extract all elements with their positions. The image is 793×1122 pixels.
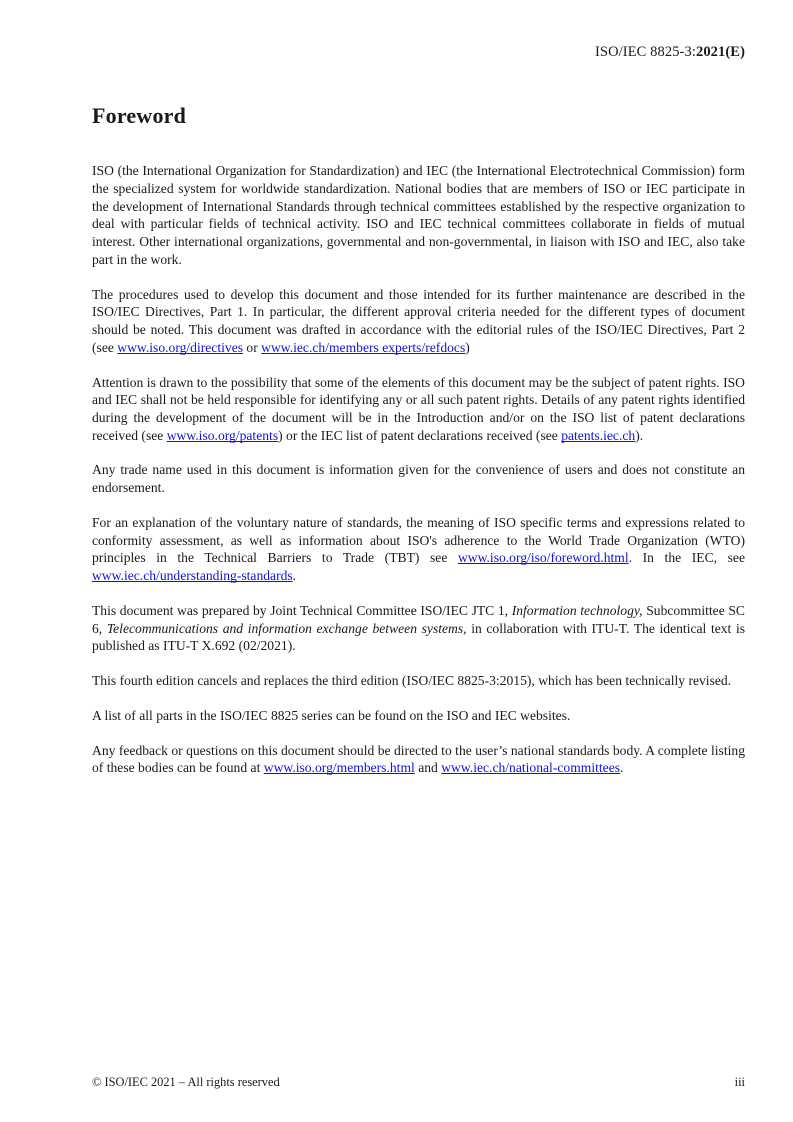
running-head: [595, 44, 745, 61]
copyright-notice: © ISO/IEC 2021 – All rights reserved: [92, 1075, 280, 1089]
paragraph-text: . In the IEC, see: [628, 550, 745, 566]
paragraph-trade-name: Any trade name used in this document is information given for the convenience of users and does not constitute an endorsement.: [92, 462, 745, 496]
page-number: iii: [734, 1075, 745, 1089]
paragraph-text: .: [620, 760, 624, 776]
link-iec-understanding-standards[interactable]: www.iec.ch/understanding-standards: [92, 568, 293, 584]
paragraph-feedback: [92, 742, 745, 777]
paragraph-procedures-directives: [92, 286, 745, 357]
link-iec-national-committees[interactable]: www.iec.ch/national-committees: [441, 760, 621, 776]
paragraph-text: This document was prepared by Joint Technical Committee ISO/IEC JTC 1,: [92, 602, 512, 618]
committee-title-jtc1: Information technology,: [511, 602, 643, 618]
link-iec-members-experts-refdocs[interactable]: www.iec.ch/members experts/refdocs: [261, 339, 466, 355]
paragraph-text: Attention is drawn to the possibility that some of the elements of this document may be the subject of patent rights. ISO and IEC shall not be held responsible for identifying any or all such patent rights. Details of any patent rights identified during the development of the document will be in the Introduction and/or on the ISO list of patent declarations received (see: [92, 374, 745, 443]
paragraph-text: For an explanation of the voluntary nature of standards, the meaning of ISO specific terms and expressions related to conformity assessment, as well as information about ISO's adherence to the World Trade Organization (WTO) principles in the Technical Barriers to Trade (TBT) see: [92, 514, 745, 566]
paragraph-text: in collaboration with ITU-T. The identical text is published as ITU-T X.692 (02/2021).: [92, 620, 746, 654]
link-iso-patents[interactable]: www.iso.org/patents: [166, 427, 279, 443]
paragraph-edition-replacement: This fourth edition cancels and replaces the third edition (ISO/IEC 8825-3:2015), which has been technically revised.: [92, 673, 732, 689]
page-title: Foreword: [92, 103, 187, 128]
paragraph-text: ) or the IEC list of patent declarations received (see: [278, 427, 562, 443]
link-iso-directives[interactable]: www.iso.org/directives: [117, 339, 244, 355]
paragraph-text: .: [292, 568, 297, 584]
paragraph-text: Any feedback or questions on this document should be directed to the user’s national standards body. A complete listing of these bodies can be found at: [92, 742, 745, 776]
paragraph-text: Subcommittee SC 6,: [92, 602, 746, 636]
paragraph-text: The procedures used to develop this document and those intended for its further maintenance are described in the ISO/IEC Directives, Part 1. In particular, the different approval criteria needed for the different types of document should be noted. This document was drafted in accordance with the editorial rules of the ISO/IEC Directives, Part 2 (see: [92, 286, 745, 355]
running-head-standard: ISO/IEC 8825-3:: [594, 44, 696, 60]
page-content: [92, 104, 745, 777]
paragraph-text: ).: [635, 427, 644, 443]
paragraph-text: ): [465, 339, 470, 355]
paragraph-voluntary-nature: [92, 514, 745, 585]
page-footer: [92, 1075, 745, 1090]
link-iso-members[interactable]: www.iso.org/members.html: [263, 760, 415, 776]
paragraph-scope-of-iso-iec: ISO (the International Organization for Standardization) and IEC (the International Electrotechnical Commission) form the specialized system for worldwide standardization. National bodies that are members of ISO or IEC participate in the development of International Standards through technical committees established by the respective organization to deal with particular fields of technical activity. ISO and IEC technical committees collaborate in fields of mutual interest. Other international organizations, governmental and non-governmental, in liaison with ISO and IEC, also take part in the work.: [92, 163, 745, 267]
subcommittee-title-sc6: Telecommunications and information exchange between systems,: [106, 620, 467, 636]
link-iso-foreword[interactable]: www.iso.org/iso/foreword.html: [457, 550, 629, 566]
running-head-year: 2021(E): [695, 44, 745, 60]
paragraph-parts-list: A list of all parts in the ISO/IEC 8825 series can be found on the ISO and IEC websites.: [92, 707, 571, 723]
paragraph-text: and: [414, 760, 442, 776]
link-patents-iec-ch[interactable]: patents.iec.ch: [561, 427, 636, 443]
paragraph-text: or: [243, 339, 262, 355]
paragraph-committee-origin: [92, 602, 745, 655]
paragraph-patent-rights: [92, 374, 745, 445]
